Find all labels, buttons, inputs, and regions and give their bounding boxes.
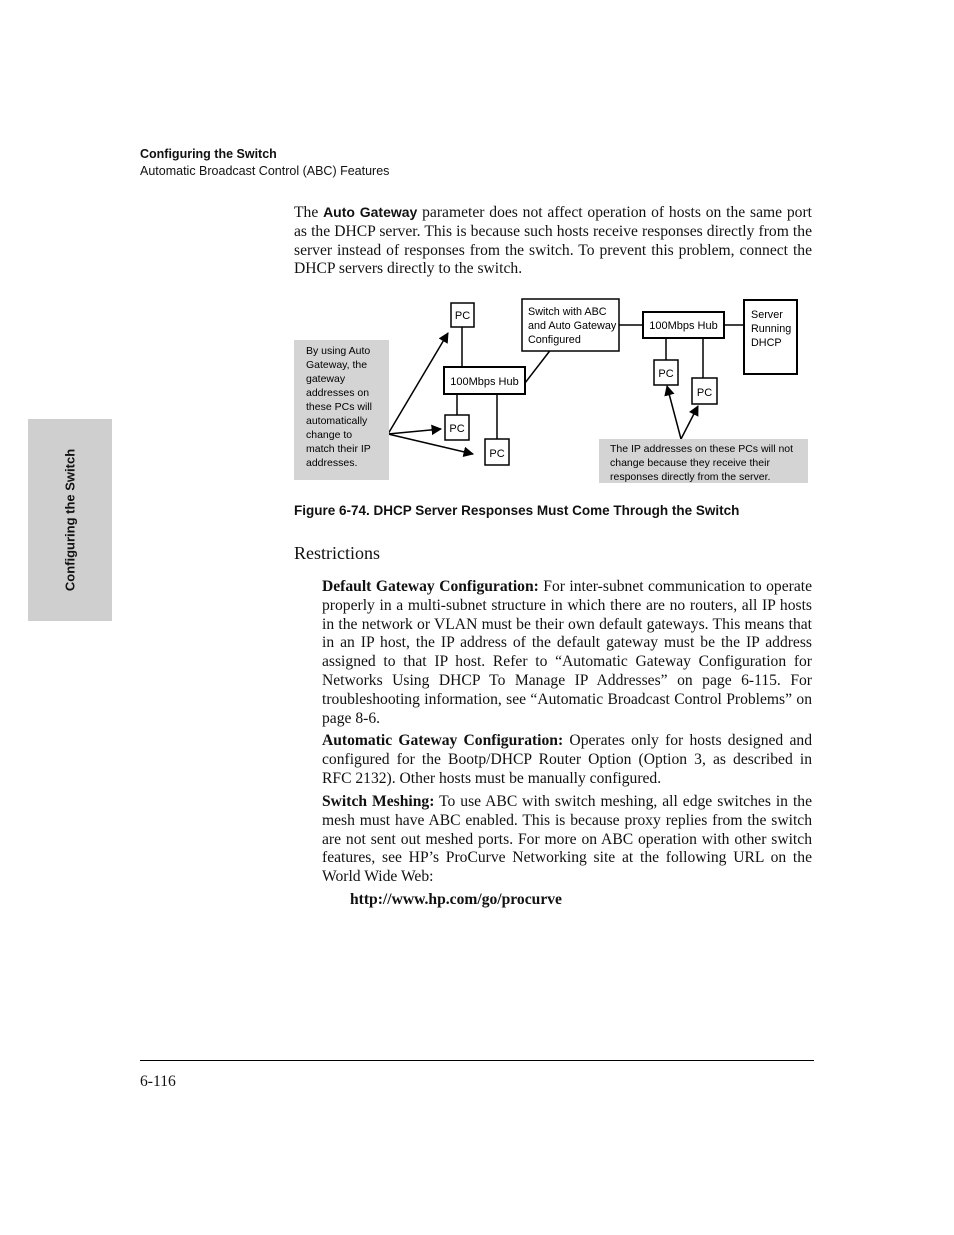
- left-note-line: these PCs will: [306, 401, 372, 413]
- hub-label: 100Mbps Hub: [649, 320, 718, 332]
- section-title: Automatic Broadcast Control (ABC) Features: [140, 164, 390, 178]
- left-note: [294, 340, 389, 480]
- intro-keyword: Auto Gateway: [323, 204, 418, 220]
- right-note: [599, 439, 808, 483]
- link-hub-switch: [525, 348, 552, 383]
- server-line: Running: [751, 323, 792, 335]
- left-note-line: By using Auto: [306, 345, 371, 357]
- switch-line: and Auto Gateway: [528, 320, 617, 332]
- server-line: DHCP: [751, 337, 782, 349]
- pc-node: [485, 439, 509, 465]
- chapter-title: Configuring the Switch: [140, 147, 277, 161]
- pc-label: PC: [658, 368, 674, 380]
- intro-paragraph: [294, 203, 812, 279]
- left-note-line: gateway: [306, 373, 346, 385]
- network-diagram: [290, 296, 820, 490]
- procurve-url: http://www.hp.com/go/procurve: [350, 891, 562, 908]
- restriction-item: [322, 793, 812, 887]
- left-note-line: change to: [306, 429, 353, 441]
- right-note-line: change because they receive their: [610, 457, 770, 469]
- intro-pre: The: [294, 204, 324, 221]
- hub-label: 100Mbps Hub: [450, 376, 519, 388]
- pc-node: [451, 303, 474, 327]
- side-tab-label: Configuring the Switch: [62, 448, 78, 592]
- restriction-item: [322, 578, 812, 728]
- page-number: 6-116: [140, 1073, 176, 1090]
- restriction-lead: Automatic Gateway Configuration:: [322, 732, 564, 749]
- left-note-line: match their IP: [306, 443, 371, 455]
- hub-node: [444, 367, 525, 394]
- server-node: [744, 300, 797, 374]
- pc-label: PC: [489, 448, 505, 460]
- switch-line: Switch with ABC: [528, 306, 607, 318]
- pc-node: [692, 378, 717, 404]
- arrow: [388, 333, 448, 434]
- left-note-line: addresses on: [306, 387, 370, 399]
- restriction-item: [322, 732, 812, 788]
- right-note-text: [610, 443, 796, 483]
- pc-label: PC: [696, 387, 713, 399]
- arrow: [388, 429, 441, 434]
- pc-node: [654, 360, 678, 385]
- restriction-lead: Default Gateway Configuration:: [322, 578, 539, 595]
- section-heading: Restrictions: [294, 543, 380, 563]
- side-tab: [28, 419, 112, 621]
- figure-caption: Figure 6-74. DHCP Server Responses Must Come Through the Switch: [294, 503, 740, 518]
- right-note-line: responses directly from the server.: [610, 471, 771, 483]
- left-note-line: automatically: [306, 415, 368, 427]
- left-note-line: addresses.: [306, 457, 358, 469]
- arrow: [667, 386, 681, 439]
- right-note-line: The IP addresses on these PCs will not: [610, 443, 794, 455]
- switch-node: [522, 299, 619, 351]
- left-note-text: [306, 345, 375, 469]
- hub-node: [643, 312, 724, 338]
- switch-line: Configured: [528, 334, 581, 346]
- left-note-line: Gateway, the: [306, 359, 368, 371]
- restriction-text: For inter-subnet communication to operate properly in a multi-subnet structure in which there are no routers, all IP hosts in the network or VLAN must be their own default gateways. This means that in an IP host, the IP address of the default gateway must be the IP address assigned to that IP host. Refer to “Automatic Gateway Configuration for Networks Using DHCP To Manage IP Addresses” on page 6-115. For troubleshooting information, see “Automatic Broadcast Control Problems” on page 8-6.: [322, 578, 812, 727]
- footer-rule: [140, 1060, 814, 1061]
- intro-post: parameter does not affect operation of hosts on the same port as the DHCP server. This is because such hosts receive responses directly from the server instead of responses from the switch. To prevent this problem, connect the DHCP servers directly to the switch.: [294, 204, 812, 278]
- pc-label: PC: [449, 423, 465, 435]
- server-line: Server: [751, 309, 783, 321]
- pc-label: PC: [454, 310, 471, 322]
- pc-node: [445, 415, 469, 440]
- arrow: [681, 406, 698, 439]
- restriction-text: Operates only for hosts designed and configured for the Bootp/DHCP Router Option (Option 3, as described in RFC 2132). Other hosts must be manually configured.: [322, 732, 812, 787]
- restriction-lead: Switch Meshing:: [322, 793, 435, 810]
- restriction-text: To use ABC with switch meshing, all edge switches in the mesh must have ABC enabled. This is because proxy replies from the switch are not sent out meshed ports. For more on ABC operation with other switch features, see HP’s ProCurve Networking site at the following URL on the World Wide Web:: [322, 793, 812, 886]
